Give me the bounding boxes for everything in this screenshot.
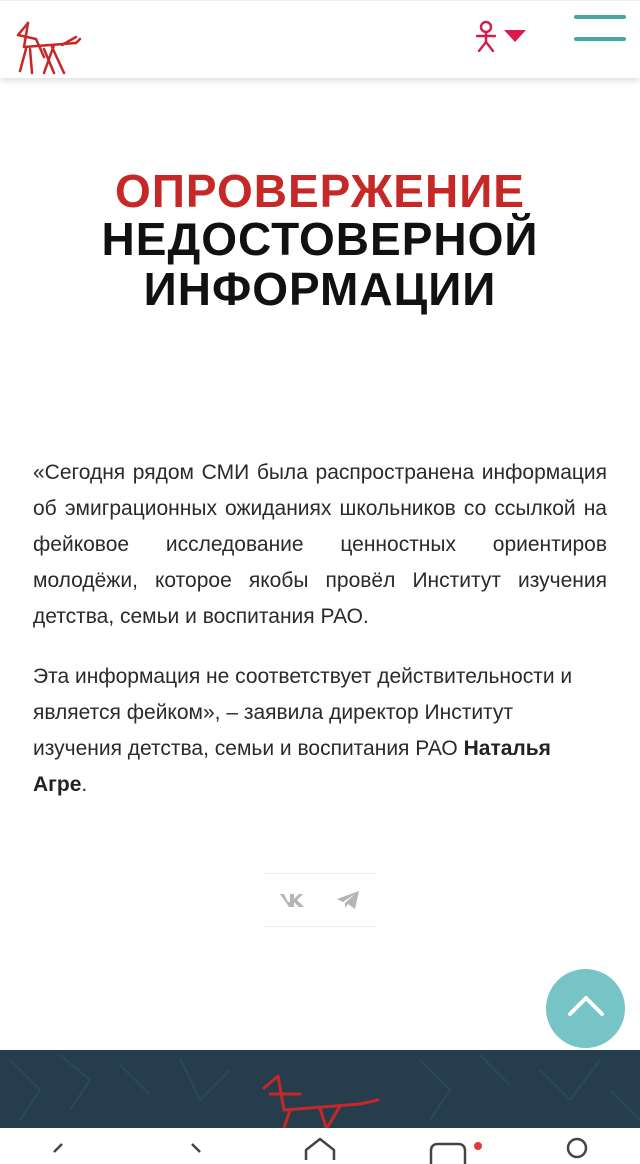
site-footer (0, 1050, 640, 1130)
author-name: Наталья Агре (33, 737, 551, 796)
title-line-2: НЕДОСТОВЕРНОЙ (101, 213, 539, 265)
home-icon[interactable] (302, 1136, 338, 1164)
person-icon (474, 20, 498, 57)
browser-toolbar (0, 1128, 640, 1164)
scroll-top-button[interactable] (546, 969, 625, 1048)
back-icon[interactable] (48, 1142, 68, 1164)
horse-logo-icon[interactable] (260, 1070, 380, 1130)
telegram-icon[interactable] (330, 882, 366, 918)
hamburger-icon[interactable] (574, 15, 626, 45)
paragraph-2-end: . (81, 773, 88, 796)
article-body (33, 455, 607, 803)
paragraph-2-text: Эта информация не соответствует действительности и является фейком», – заявила директор Институт изучения детства, семьи и воспитания РАО (33, 665, 573, 760)
tabs-icon[interactable] (428, 1138, 468, 1164)
article-paragraph-1: «Сегодня рядом СМИ была распространена информация об эмиграционных ожиданиях школьников со ссылкой на фейковое исследование ценностных ориентиров молодёжи, которое якобы провёл Институт изучения детства, семьи и воспитания РАО. (33, 461, 607, 628)
profile-icon[interactable] (562, 1136, 592, 1164)
site-header (0, 0, 640, 78)
vk-icon[interactable] (274, 882, 310, 918)
title-line-3: ИНФОРМАЦИИ (143, 263, 497, 315)
page-title (0, 165, 640, 315)
accessibility-toggle[interactable] (474, 21, 532, 55)
article-paragraph-2 (33, 659, 607, 803)
forward-icon[interactable] (186, 1142, 206, 1164)
notification-dot (474, 1142, 482, 1150)
horse-logo-icon[interactable] (14, 17, 84, 77)
chevron-up-icon (566, 994, 606, 1023)
share-bar (264, 873, 376, 927)
triangle-down-icon (504, 29, 526, 48)
title-line-1: ОПРОВЕРЖЕНИЕ (115, 165, 525, 217)
